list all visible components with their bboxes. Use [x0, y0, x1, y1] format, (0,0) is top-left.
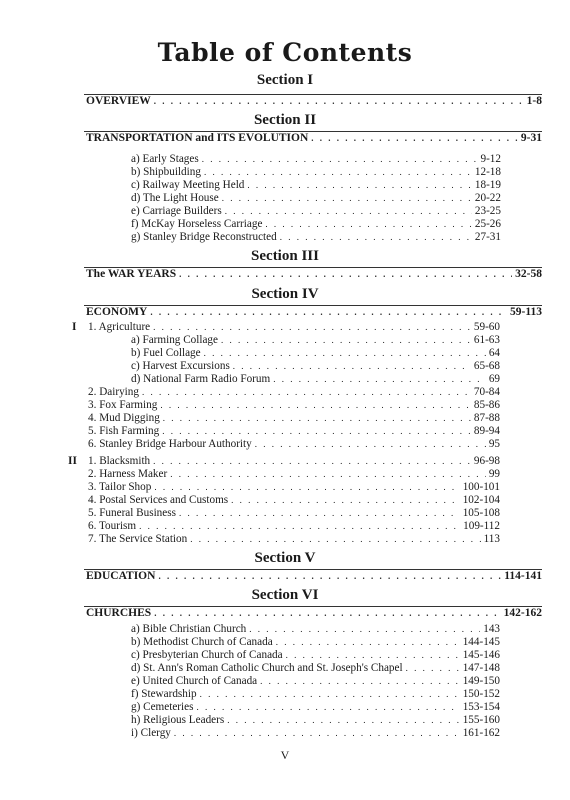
roman-numeral-I: I: [72, 321, 77, 333]
toc-subentry: b) Methodist Church of Canada . . . 144-145: [131, 635, 500, 649]
toc-subentry: 6. Stanley Bridge Harbour Authority . . . 95: [88, 437, 500, 451]
toc-subentry: h) Religious Leaders . . . 155-160: [131, 713, 500, 727]
toc-subentry: 5. Fish Farming . . . 89-94: [88, 424, 500, 438]
toc-subentry: 1. Blacksmith . . . 96-98: [88, 454, 500, 468]
toc-subentry: a) Bible Christian Church . . . 143: [131, 622, 500, 636]
toc-subentry: d) National Farm Radio Forum . . . 69: [131, 372, 500, 386]
section-heading: Section VI: [251, 587, 319, 603]
toc-entry: CHURCHES . . . 142-162: [86, 606, 542, 620]
toc-subentry: c) Harvest Excursions . . . 65-68: [131, 359, 500, 373]
section-heading: Section IV: [251, 286, 319, 302]
toc-subentry: 4. Mud Digging . . . 87-88: [88, 411, 500, 425]
toc-entry: OVERVIEW . . . 1-8: [86, 94, 542, 108]
toc-subentry: c) Presbyterian Church of Canada . . . 145-146: [131, 648, 500, 662]
page-number: V: [280, 748, 290, 762]
toc-entry: The WAR YEARS . . . 32-58: [86, 267, 542, 281]
section-heading: Section II: [253, 112, 317, 128]
toc-subentry: a) Early Stages . . . 9-12: [131, 152, 501, 166]
section-heading: Section I: [256, 72, 314, 88]
toc-subentry: d) St. Ann's Roman Catholic Church and St. Joseph's Chapel . . . 147-148: [131, 661, 500, 675]
toc-subentry: d) The Light House . . . 20-22: [131, 191, 501, 205]
toc-subentry: 1. Agriculture . . . 59-60: [88, 320, 500, 334]
toc-subentry: 3. Fox Farming . . . 85-86: [88, 398, 500, 412]
toc-entry: ECONOMY . . . 59-113: [86, 305, 542, 319]
toc-subentry: 6. Tourism . . . 109-112: [88, 519, 500, 533]
toc-subentry: 4. Postal Services and Customs . . . 102-104: [88, 493, 500, 507]
toc-subentry: g) Stanley Bridge Reconstructed . . . 27-31: [131, 230, 501, 244]
toc-subentry: c) Railway Meeting Held . . . 18-19: [131, 178, 501, 192]
toc-subentry: e) Carriage Builders . . . 23-25: [131, 204, 501, 218]
toc-subentry: i) Clergy . . . 161-162: [131, 726, 500, 740]
toc-subentry: 2. Harness Maker . . . 99: [88, 467, 500, 481]
toc-subentry: 7. The Service Station . . . 113: [88, 532, 500, 546]
toc-subentry: 3. Tailor Shop . . . 100-101: [88, 480, 500, 494]
toc-entry: EDUCATION . . . 114-141: [86, 569, 542, 583]
toc-subentry: a) Farming Collage . . . 61-63: [131, 333, 500, 347]
toc-subentry: b) Fuel Collage . . . 64: [131, 346, 500, 360]
toc-subentry: f) Stewardship . . . 150-152: [131, 687, 500, 701]
toc-subentry: f) McKay Horseless Carriage . . . 25-26: [131, 217, 501, 231]
toc-subentry: 2. Dairying . . . 70-84: [88, 385, 500, 399]
toc-entry: TRANSPORTATION and ITS EVOLUTION . . . 9-31: [86, 131, 542, 145]
roman-numeral-II: II: [68, 455, 77, 467]
section-heading: Section V: [254, 550, 316, 566]
toc-subentry: e) United Church of Canada . . . 149-150: [131, 674, 500, 688]
toc-subentry: g) Cemeteries . . . 153-154: [131, 700, 500, 714]
toc-subentry: 5. Funeral Business . . . 105-108: [88, 506, 500, 520]
section-heading: Section III: [251, 248, 319, 264]
page-title: Table of Contents: [157, 38, 413, 67]
toc-subentry: b) Shipbuilding . . . 12-18: [131, 165, 501, 179]
